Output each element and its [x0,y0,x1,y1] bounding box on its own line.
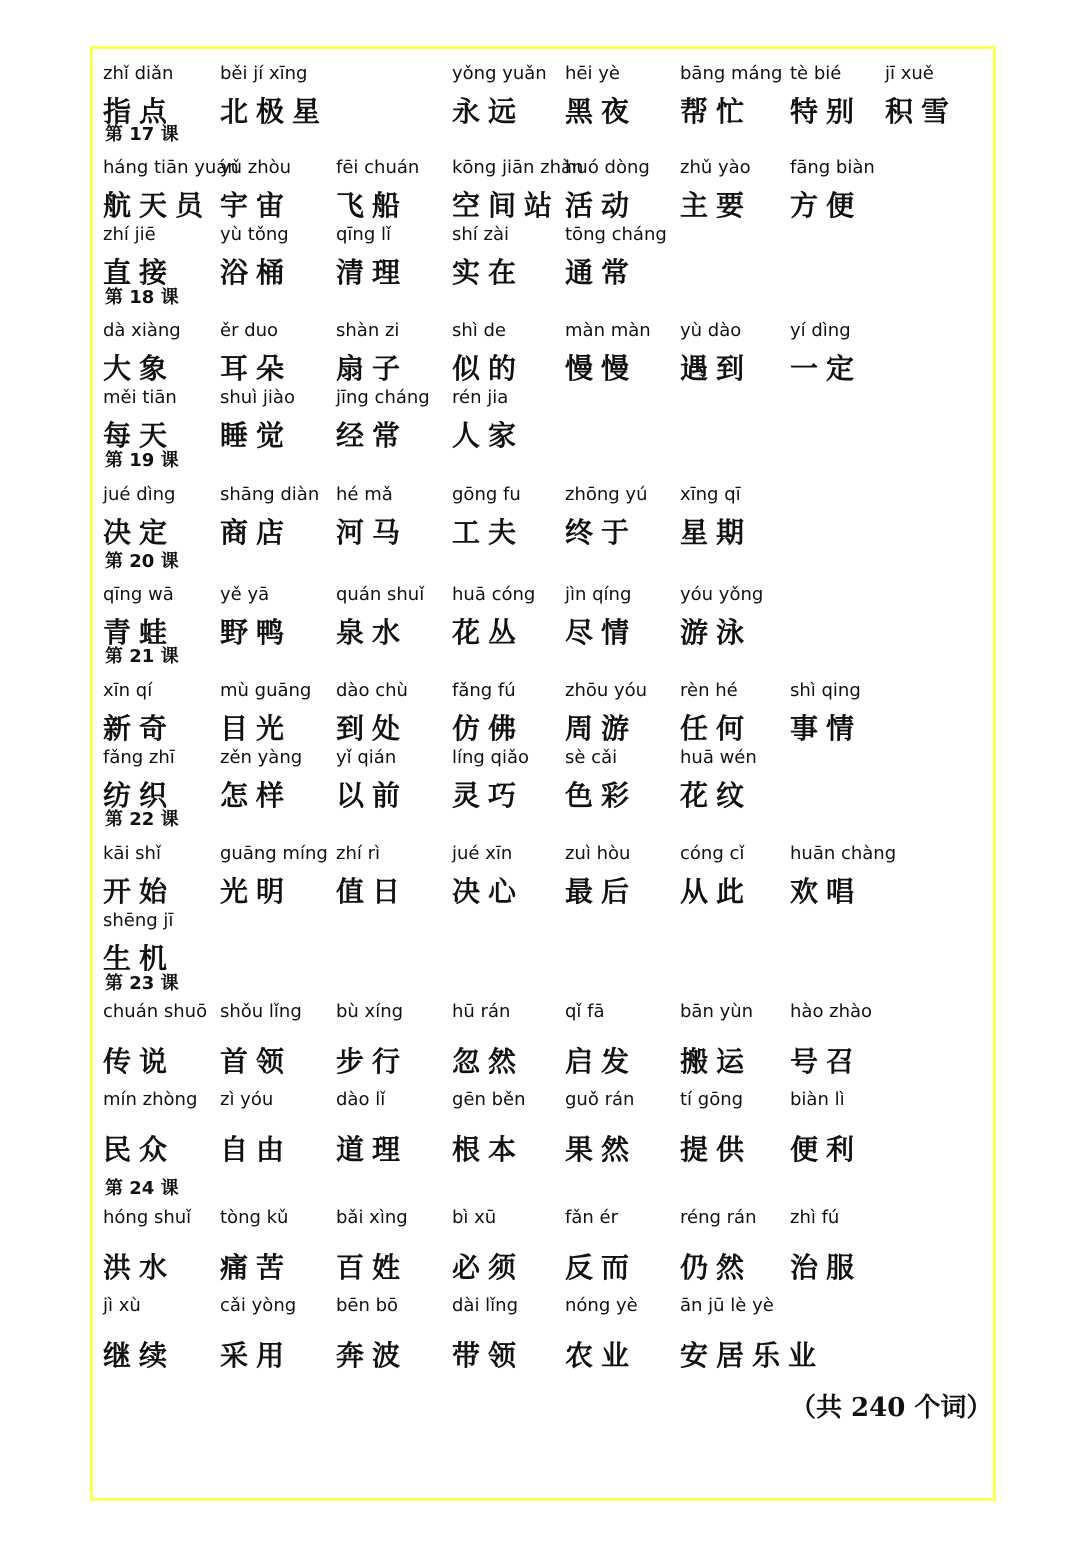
vocab-word [103,62,175,130]
vocab-word [452,156,583,224]
vocab-word [680,156,752,224]
vocab-word [790,842,896,910]
vocab-word [220,1000,302,1080]
vocab-word [680,1206,756,1286]
word-pinyin: tòng kǔ [220,1207,289,1228]
word-pinyin: zhǐ diǎn [103,63,174,84]
word-pinyin: hé mǎ [336,484,393,505]
vocab-word [336,1206,408,1286]
word-pinyin: zhōu yóu [565,680,648,701]
vocab-word [565,746,637,814]
word-pinyin: tè bié [790,63,842,84]
word-hanzi: 人家 [452,419,525,452]
word-hanzi: 似的 [452,352,525,385]
word-hanzi: 指点 [103,95,176,128]
word-hanzi: 特别 [790,95,863,128]
word-hanzi: 首领 [220,1045,293,1078]
word-hanzi: 纺织 [103,779,176,812]
vocab-word [336,483,408,551]
word-pinyin: zì yóu [220,1089,274,1110]
word-pinyin: fǎng fú [452,680,516,701]
vocab-word [336,746,408,814]
word-hanzi: 灵巧 [452,779,525,812]
word-pinyin: huó dòng [565,157,650,178]
vocab-word [220,386,295,454]
word-hanzi: 扇子 [336,352,409,385]
vocab-word [790,62,862,130]
word-hanzi: 帮忙 [680,95,753,128]
vocab-word [790,1206,862,1286]
word-pinyin: yǐ qián [336,747,397,768]
word-hanzi: 星期 [680,516,753,549]
word-pinyin: mù guāng [220,680,312,701]
word-hanzi: 花纹 [680,779,753,812]
vocab-word [103,1294,175,1374]
word-hanzi: 航天员 [103,189,212,222]
vocab-word [565,1088,637,1168]
vocab-word [680,842,752,910]
word-pinyin: hēi yè [565,63,620,84]
vocab-word [336,156,419,224]
word-hanzi: 积雪 [885,95,958,128]
word-pinyin: shuì jiào [220,387,295,408]
vocab-word [103,386,177,454]
vocab-word [790,1088,862,1168]
word-pinyin: yě yā [220,584,270,605]
word-hanzi: 必须 [452,1251,525,1284]
word-pinyin: tōng cháng [565,224,667,245]
word-pinyin: tí gōng [680,1089,744,1110]
vocab-word [336,386,430,454]
word-hanzi: 周游 [565,712,638,745]
vocab-word [565,1000,637,1080]
vocab-word [103,483,175,551]
vocab-word [680,62,782,130]
word-hanzi: 农业 [565,1339,638,1372]
word-pinyin: réng rán [680,1207,757,1228]
vocab-word [336,1000,408,1080]
word-pinyin: yù tǒng [220,224,289,245]
word-pinyin: yù dào [680,320,742,341]
vocab-word [220,583,292,651]
word-pinyin: dài lǐng [452,1295,519,1316]
vocab-word [220,62,328,130]
word-hanzi: 清理 [336,256,409,289]
word-hanzi: 活动 [565,189,638,222]
vocab-word [103,319,181,387]
word-hanzi: 直接 [103,256,176,289]
vocab-word [336,1294,408,1374]
word-hanzi: 飞船 [336,189,409,222]
word-pinyin: líng qiǎo [452,747,530,768]
word-hanzi: 开始 [103,875,176,908]
word-pinyin: xīng qī [680,484,741,505]
word-pinyin: qǐ fā [565,1001,605,1022]
word-pinyin: bēn bō [336,1295,399,1316]
vocab-word [220,223,292,291]
vocab-word [336,1088,408,1168]
vocab-word [452,62,547,130]
word-pinyin: biàn lì [790,1089,845,1110]
vocab-word [452,1000,524,1080]
vocab-word [220,156,292,224]
vocab-word [103,842,175,910]
word-hanzi: 继续 [103,1339,176,1372]
vocab-word [103,1088,197,1168]
word-pinyin: běi jí xīng [220,63,308,84]
word-hanzi: 光明 [220,875,293,908]
word-hanzi: 决心 [452,875,525,908]
lesson-header: 第 21 课 [105,646,179,667]
vocab-word [103,909,175,977]
word-pinyin: shǒu lǐng [220,1001,302,1022]
word-hanzi: 以前 [336,779,409,812]
word-hanzi: 青蛙 [103,616,176,649]
lesson-header: 第 22 课 [105,809,179,830]
word-pinyin: rèn hé [680,680,738,701]
word-pinyin: zhì fú [790,1207,840,1228]
word-hanzi: 工夫 [452,516,525,549]
vocab-word [452,679,524,747]
vocab-word [565,319,651,387]
vocab-word [790,319,862,387]
word-hanzi: 实在 [452,256,525,289]
vocab-word [452,319,524,387]
word-hanzi: 果然 [565,1133,638,1166]
word-pinyin: qīng wā [103,584,174,605]
word-pinyin: shí zài [452,224,509,245]
word-pinyin: fāng biàn [790,157,875,178]
vocab-word [885,62,957,130]
word-hanzi: 事情 [790,712,863,745]
lesson-header: 第 17 课 [105,124,179,145]
word-pinyin: rén jia [452,387,509,408]
word-hanzi: 色彩 [565,779,638,812]
word-pinyin: jìn qíng [565,584,632,605]
vocab-word [103,223,175,291]
vocab-word [103,583,175,651]
vocab-word [680,1000,753,1080]
word-hanzi: 步行 [336,1045,409,1078]
word-hanzi: 启发 [565,1045,638,1078]
vocab-word [680,583,763,651]
word-hanzi: 仿佛 [452,712,525,745]
word-pinyin: zuì hòu [565,843,631,864]
word-hanzi: 道理 [336,1133,409,1166]
word-pinyin: bì xū [452,1207,497,1228]
vocab-word [565,1294,638,1374]
vocab-word [790,1000,872,1080]
word-pinyin: bān yùn [680,1001,754,1022]
vocab-word [565,842,637,910]
word-hanzi: 慢慢 [565,352,638,385]
word-hanzi: 大象 [103,352,176,385]
word-pinyin: huā cóng [452,584,536,605]
word-pinyin: jué xīn [452,843,513,864]
lesson-header: 第 20 课 [105,551,179,572]
vocab-word [103,746,175,814]
word-hanzi: 睡觉 [220,419,293,452]
word-pinyin: mín zhòng [103,1089,198,1110]
word-pinyin: jī xuě [885,63,934,84]
word-hanzi: 带领 [452,1339,525,1372]
word-pinyin: qīng lǐ [336,224,391,245]
vocab-word [565,1206,637,1286]
word-pinyin: ān jū lè yè [680,1295,774,1316]
word-pinyin: měi tiān [103,387,177,408]
vocab-word [452,842,524,910]
word-hanzi: 泉水 [336,616,409,649]
word-hanzi: 商店 [220,516,293,549]
vocab-word [565,583,637,651]
vocab-word [220,319,292,387]
word-hanzi: 从此 [680,875,753,908]
word-hanzi: 目光 [220,712,293,745]
word-hanzi: 仍然 [680,1251,753,1284]
vocab-word [452,746,529,814]
word-hanzi: 号召 [790,1045,863,1078]
word-hanzi: 宇宙 [220,189,293,222]
word-pinyin: gēn běn [452,1089,526,1110]
word-pinyin: fǎn ér [565,1207,618,1228]
word-hanzi: 根本 [452,1133,525,1166]
vocab-word [452,1294,524,1374]
word-hanzi: 新奇 [103,712,176,745]
lesson-header: 第 19 课 [105,450,179,471]
vocab-word [336,679,408,747]
word-pinyin: zěn yàng [220,747,303,768]
word-hanzi: 方便 [790,189,863,222]
word-hanzi: 民众 [103,1133,176,1166]
vocab-word [336,319,408,387]
word-pinyin: huān chàng [790,843,897,864]
vocab-word [220,842,328,910]
word-hanzi: 花丛 [452,616,525,649]
word-hanzi: 最后 [565,875,638,908]
word-hanzi: 搬运 [680,1045,753,1078]
vocab-word [565,679,647,747]
vocab-word [680,319,752,387]
word-hanzi: 传说 [103,1045,176,1078]
word-pinyin: gōng fu [452,484,521,505]
word-hanzi: 欢唱 [790,875,863,908]
word-hanzi: 痛苦 [220,1251,293,1284]
word-hanzi: 百姓 [336,1251,409,1284]
vocab-word [220,1206,292,1286]
word-hanzi: 任何 [680,712,753,745]
lesson-header: 第 23 课 [105,973,179,994]
vocab-word [336,842,408,910]
word-pinyin: shāng diàn [220,484,320,505]
vocab-word [336,223,408,291]
word-hanzi: 安居乐业 [680,1339,825,1372]
word-hanzi: 生机 [103,942,176,975]
vocab-word [790,156,875,224]
vocab-word [565,156,650,224]
word-hanzi: 到处 [336,712,409,745]
word-hanzi: 奔波 [336,1339,409,1372]
vocab-word [336,583,424,651]
word-pinyin: huā wén [680,747,757,768]
word-pinyin: yí dìng [790,320,851,341]
word-hanzi: 反而 [565,1251,638,1284]
vocab-word [565,62,637,130]
word-pinyin: chuán shuō [103,1001,208,1022]
word-hanzi: 怎样 [220,779,293,812]
word-hanzi: 便利 [790,1133,863,1166]
word-pinyin: yǒng yuǎn [452,63,547,84]
word-pinyin: guǒ rán [565,1089,635,1110]
word-hanzi: 一定 [790,352,863,385]
word-pinyin: hào zhào [790,1001,873,1022]
word-pinyin: quán shuǐ [336,584,425,605]
vocab-word [103,156,239,224]
word-pinyin: shì qing [790,680,861,701]
vocab-word [220,679,311,747]
word-pinyin: cǎi yòng [220,1295,297,1316]
vocab-word [565,483,648,551]
word-hanzi: 提供 [680,1133,753,1166]
vocab-word [103,679,175,747]
word-pinyin: háng tiān yuán [103,157,239,178]
word-hanzi: 值日 [336,875,409,908]
vocab-word [220,1088,292,1168]
word-hanzi: 河马 [336,516,409,549]
word-hanzi: 治服 [790,1251,863,1284]
lesson-header: 第 24 课 [105,1178,179,1199]
word-hanzi: 主要 [680,189,753,222]
vocab-word [220,746,302,814]
vocab-word [790,679,862,747]
word-hanzi: 采用 [220,1339,293,1372]
word-pinyin: zhōng yú [565,484,648,505]
word-pinyin: xīn qí [103,680,153,701]
word-hanzi: 遇到 [680,352,753,385]
word-pinyin: zhí rì [336,843,380,864]
word-hanzi: 野鸭 [220,616,293,649]
word-pinyin: fǎng zhī [103,747,175,768]
word-pinyin: guāng míng [220,843,328,864]
word-pinyin: fēi chuán [336,157,420,178]
word-pinyin: dào lǐ [336,1089,386,1110]
word-pinyin: jīng cháng [336,387,430,408]
word-pinyin: dà xiàng [103,320,181,341]
vocab-word [452,1088,526,1168]
word-pinyin: hū rán [452,1001,511,1022]
word-hanzi: 黑夜 [565,95,638,128]
word-hanzi: 决定 [103,516,176,549]
word-pinyin: shàn zi [336,320,400,341]
word-hanzi: 永远 [452,95,525,128]
word-pinyin: cóng cǐ [680,843,745,864]
word-pinyin: shēng jī [103,910,174,931]
vocab-word [680,483,752,551]
word-pinyin: bù xíng [336,1001,404,1022]
vocab-word [220,483,319,551]
word-pinyin: shì de [452,320,507,341]
word-hanzi: 洪水 [103,1251,176,1284]
word-hanzi: 终于 [565,516,638,549]
word-hanzi: 耳朵 [220,352,293,385]
word-hanzi: 自由 [220,1133,293,1166]
word-hanzi: 通常 [565,256,638,289]
vocab-word [680,1088,752,1168]
word-pinyin: dào chù [336,680,408,701]
word-hanzi: 经常 [336,419,409,452]
vocab-word [103,1000,207,1080]
word-pinyin: nóng yè [565,1295,638,1316]
vocab-word [680,746,757,814]
word-pinyin: ěr duo [220,320,279,341]
word-pinyin: yóu yǒng [680,584,764,605]
vocab-word [680,679,752,747]
word-hanzi: 浴桶 [220,256,293,289]
word-pinyin: jué dìng [103,484,176,505]
vocab-word [452,583,535,651]
word-pinyin: zhí jiē [103,224,156,245]
word-pinyin: bāng máng [680,63,783,84]
word-hanzi: 游泳 [680,616,753,649]
word-pinyin: kāi shǐ [103,843,161,864]
vocab-word [220,1294,296,1374]
vocab-word [565,223,667,291]
word-pinyin: màn màn [565,320,651,341]
vocab-word [680,1294,824,1374]
word-hanzi: 空间站 [452,189,561,222]
word-pinyin: hóng shuǐ [103,1207,192,1228]
word-pinyin: jì xù [103,1295,141,1316]
word-hanzi: 北极星 [220,95,329,128]
word-hanzi: 尽情 [565,616,638,649]
word-pinyin: kōng jiān zhàn [452,157,584,178]
word-pinyin: zhǔ yào [680,157,751,178]
word-pinyin: bǎi xìng [336,1207,408,1228]
word-hanzi: 忽然 [452,1045,525,1078]
vocab-word [452,1206,524,1286]
lesson-header: 第 18 课 [105,287,179,308]
word-count-note: （共 240 个词） [790,1393,993,1423]
word-pinyin: sè cǎi [565,747,618,768]
vocab-word [452,386,524,454]
vocab-word [452,223,524,291]
word-hanzi: 每天 [103,419,176,452]
vocab-word [103,1206,191,1286]
vocab-word [452,483,524,551]
word-pinyin: yǔ zhòu [220,157,292,178]
